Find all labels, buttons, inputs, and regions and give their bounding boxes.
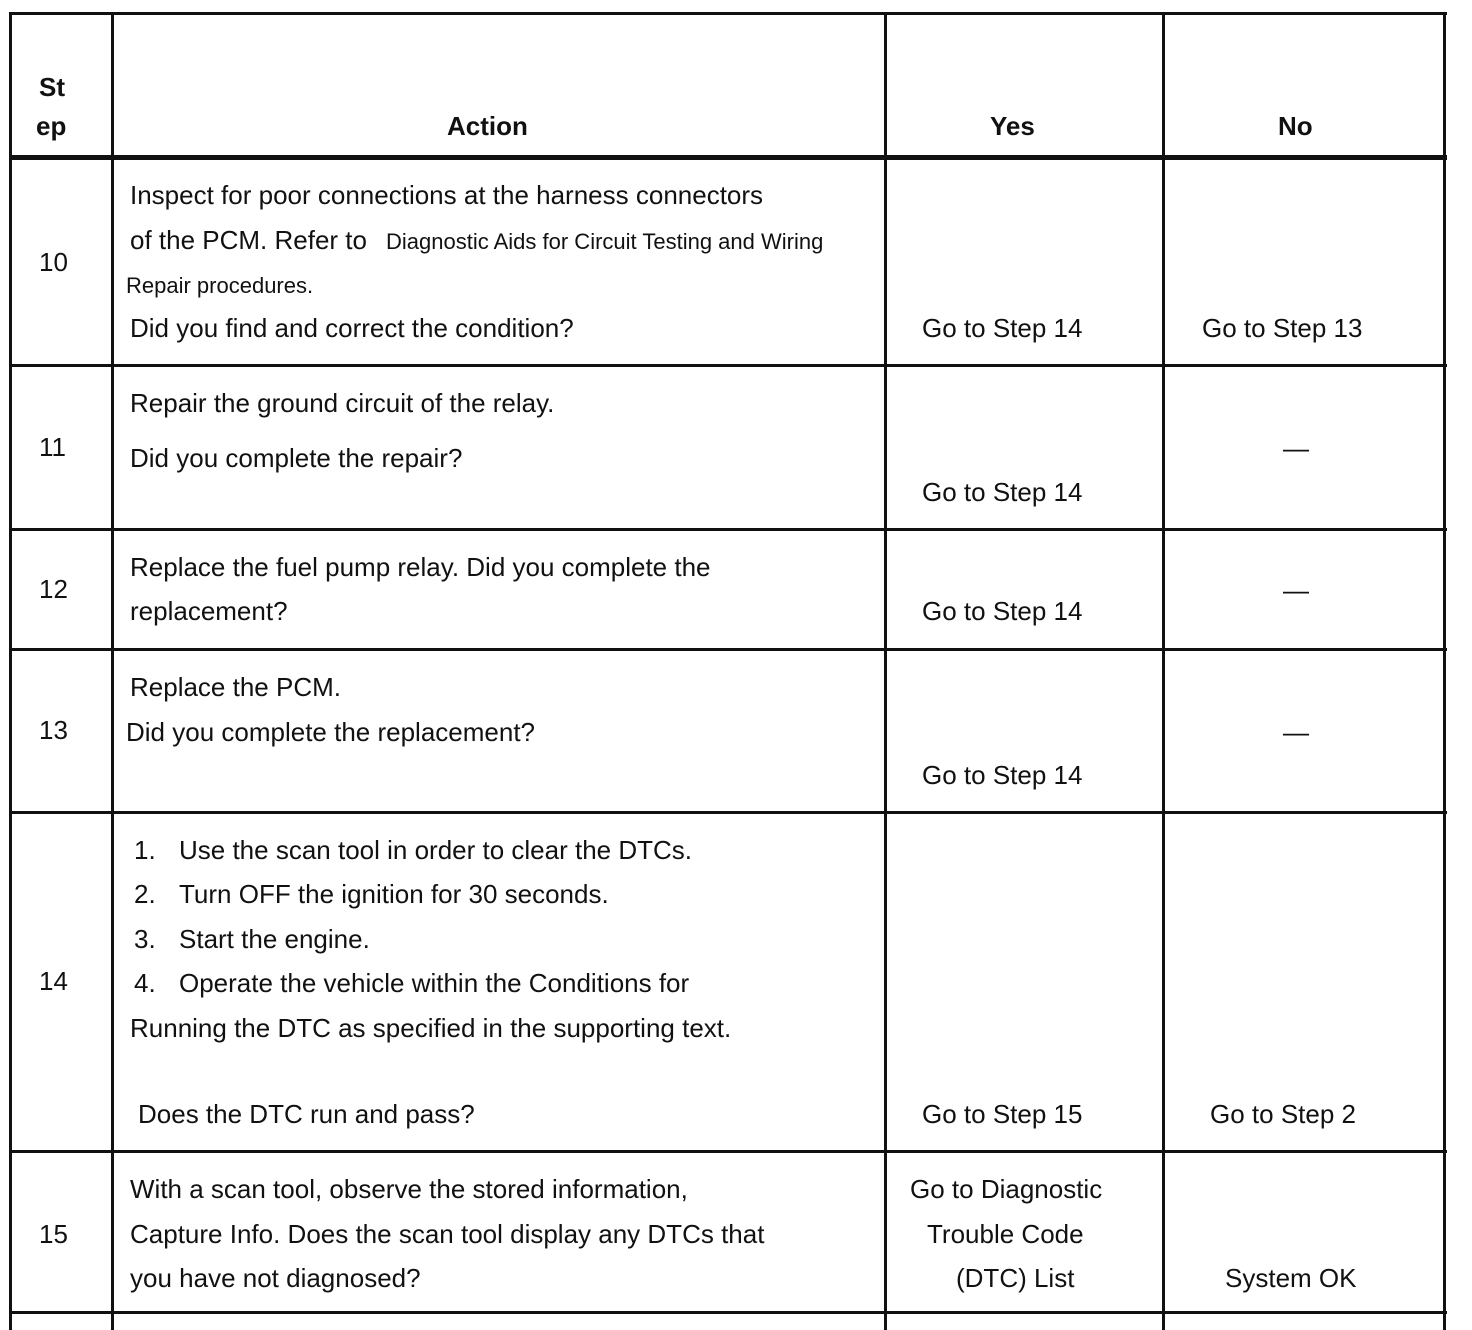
list-item: Operate the vehicle within the Conditions for bbox=[179, 968, 690, 998]
step-number: 15 bbox=[39, 1219, 68, 1249]
yes-result: (DTC) List bbox=[956, 1263, 1075, 1293]
yes-result: Go to Step 14 bbox=[922, 596, 1083, 626]
no-result: — bbox=[1283, 717, 1309, 747]
list-item: Start the engine. bbox=[179, 924, 370, 954]
step-number: 14 bbox=[39, 966, 68, 996]
yes-result: Trouble Code bbox=[927, 1219, 1084, 1249]
action-text: Replace the PCM. bbox=[130, 672, 341, 702]
action-text: replacement? bbox=[130, 596, 288, 626]
list-number: 1. bbox=[134, 835, 156, 865]
action-text: Repair the ground circuit of the relay. bbox=[130, 388, 555, 418]
no-result: — bbox=[1283, 433, 1309, 463]
yes-result: Go to Step 14 bbox=[922, 477, 1083, 507]
action-text: Capture Info. Does the scan tool display any DTCs that bbox=[130, 1219, 765, 1249]
action-text: With a scan tool, observe the stored information, bbox=[130, 1174, 688, 1204]
list-number: 2. bbox=[134, 879, 156, 909]
action-question: Did you complete the replacement? bbox=[126, 717, 536, 747]
table-border bbox=[9, 12, 1447, 15]
header-step: St bbox=[39, 72, 65, 102]
list-item: Turn OFF the ignition for 30 seconds. bbox=[179, 879, 609, 909]
yes-result: Go to Step 15 bbox=[922, 1099, 1083, 1129]
yes-result: Go to Step 14 bbox=[922, 760, 1083, 790]
row-divider bbox=[9, 528, 1447, 531]
step-number: 12 bbox=[39, 574, 68, 604]
action-question: Did you find and correct the condition? bbox=[130, 313, 574, 343]
row-divider bbox=[9, 364, 1447, 367]
header-action: Action bbox=[447, 111, 528, 141]
header-step: ep bbox=[36, 111, 67, 141]
action-reference-link[interactable]: Diagnostic Aids for Circuit Testing and Wiring bbox=[386, 229, 824, 254]
list-number: 4. bbox=[134, 968, 156, 998]
no-result: — bbox=[1283, 575, 1309, 605]
action-text: of the PCM. Refer to bbox=[130, 225, 367, 255]
action-question: Does the DTC run and pass? bbox=[138, 1099, 475, 1129]
row-divider bbox=[9, 1150, 1447, 1153]
no-result: Go to Step 2 bbox=[1210, 1099, 1356, 1129]
yes-result: Go to Step 14 bbox=[922, 313, 1083, 343]
yes-result: Go to Diagnostic bbox=[910, 1174, 1103, 1204]
no-result: Go to Step 13 bbox=[1202, 313, 1363, 343]
table-border bbox=[9, 1311, 1447, 1314]
action-question: Did you complete the repair? bbox=[130, 443, 463, 473]
action-question: you have not diagnosed? bbox=[130, 1263, 421, 1293]
table-border bbox=[9, 12, 12, 1330]
row-divider bbox=[9, 811, 1447, 814]
step-number: 13 bbox=[39, 715, 68, 745]
list-item: Use the scan tool in order to clear the DTCs. bbox=[179, 835, 693, 865]
column-divider bbox=[111, 12, 114, 1330]
step-number: 10 bbox=[39, 247, 68, 277]
table-border bbox=[1443, 12, 1446, 1330]
no-result: System OK bbox=[1225, 1263, 1357, 1293]
step-number: 11 bbox=[39, 432, 66, 462]
header-yes: Yes bbox=[990, 111, 1035, 141]
action-text: Running the DTC as specified in the supporting text. bbox=[130, 1013, 732, 1043]
action-reference-link[interactable]: Repair procedures. bbox=[126, 273, 314, 298]
column-divider bbox=[884, 12, 887, 1330]
row-divider bbox=[9, 648, 1447, 651]
column-divider bbox=[1162, 12, 1165, 1330]
list-number: 3. bbox=[134, 924, 156, 954]
header-divider bbox=[9, 155, 1447, 160]
action-text: Inspect for poor connections at the harness connectors bbox=[130, 180, 764, 210]
header-no: No bbox=[1278, 111, 1313, 141]
action-text: Replace the fuel pump relay. Did you complete the bbox=[130, 552, 711, 582]
